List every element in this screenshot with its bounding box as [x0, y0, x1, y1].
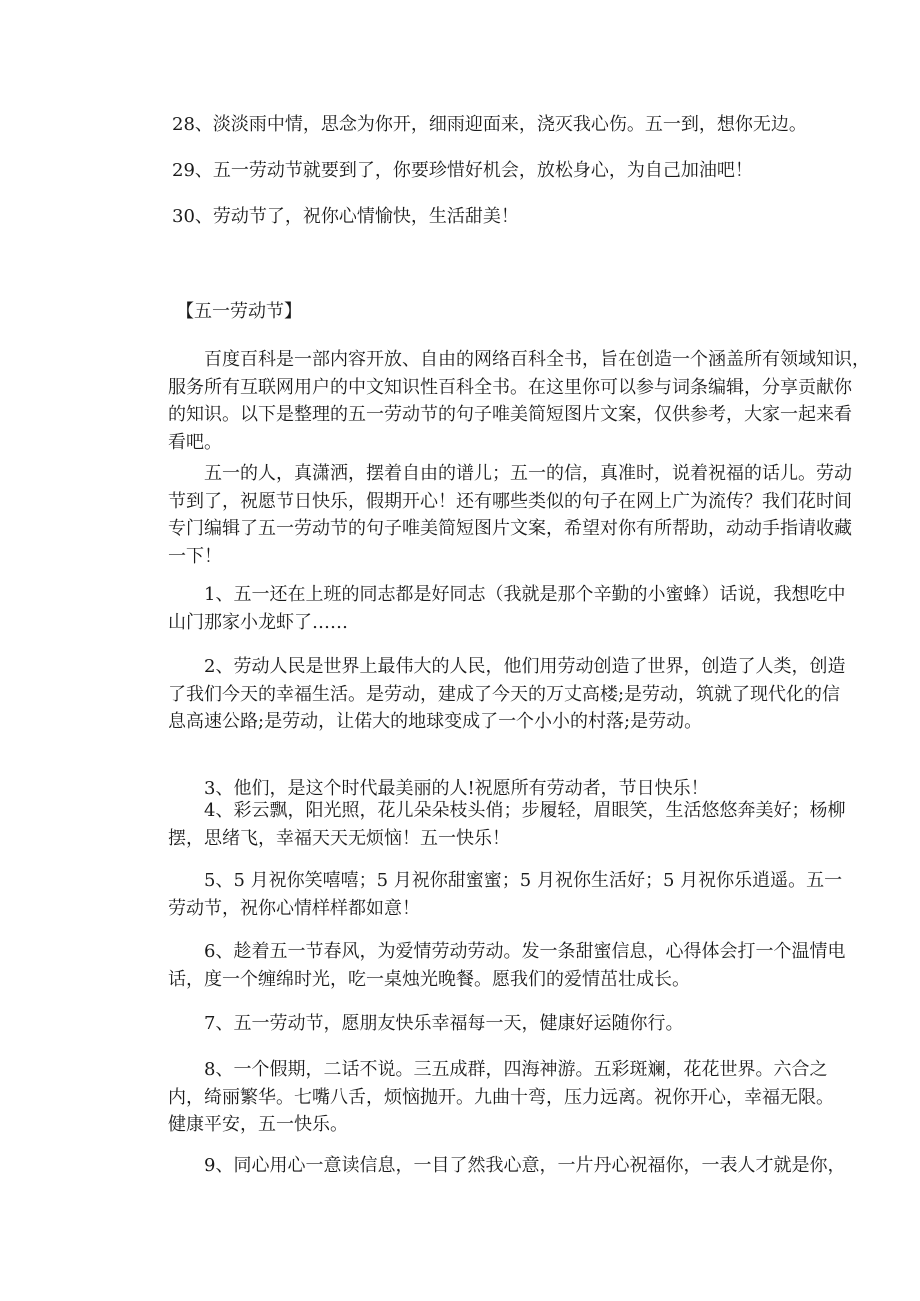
item-28: 28、淡淡雨中情，思念为你开，细雨迎面来，浇灭我心伤。五一到，想你无边。 — [172, 114, 807, 135]
section-heading: 【五一劳动节】 — [176, 301, 302, 322]
intro-paragraph-2 — [168, 460, 852, 570]
paragraph-line: 内，绮丽繁华。七嘴八舌，烦恼抛开。九曲十弯，压力远离。祝你开心，幸福无限。 — [168, 1086, 834, 1108]
list-item-5 — [168, 867, 843, 922]
list-item-9 — [168, 1152, 846, 1180]
paragraph-line: 劳动节，祝你心情样样都如意！ — [168, 897, 420, 919]
paragraph-line: 2、劳动人民是世界上最伟大的人民，他们用劳动创造了世界，创造了人类，创造 — [204, 656, 846, 677]
paragraph-line: 9、同心用心一意读信息，一目了然我心意，一片丹心祝福你，一表人才就是你， — [204, 1155, 846, 1176]
paragraph-line: 五一的人，真潇洒，摆着自由的谱儿；五一的信，真准时，说着祝福的话儿。劳动 — [204, 463, 852, 484]
paragraph-line: 息高速公路;是劳动，让偌大的地球变成了一个小小的村落;是劳动。 — [168, 711, 703, 732]
paragraph-line: 5、5 月祝你笑嘻嘻；5 月祝你甜蜜蜜；5 月祝你生活好；5 月祝你乐逍遥。五一 — [204, 870, 843, 891]
paragraph-line: 1、五一还在上班的同志都是好同志（我就是那个辛勤的小蜜蜂）话说，我想吃中 — [204, 584, 846, 605]
paragraph-line: 3、他们，是这个时代最美丽的人!祝愿所有劳动者，节日快乐！ — [204, 778, 709, 799]
list-item-7 — [168, 1010, 780, 1038]
paragraph-line: 专门编辑了五一劳动节的句子唯美简短图片文案，希望对你有所帮助，动动手指请收藏 — [168, 518, 852, 539]
paragraph-line: 摆，思绪飞，幸福天天无烦恼！五一快乐！ — [168, 827, 510, 849]
list-item-2 — [168, 653, 846, 736]
paragraph-line: 7、五一劳动节，愿朋友快乐幸福每一天，健康好运随你行。 — [204, 1013, 684, 1034]
paragraph-line: 健康平安，五一快乐。 — [168, 1114, 348, 1135]
paragraph-line: 百度百科是一部内容开放、自由的网络百科全书，旨在创造一个涵盖所有领域知识， — [204, 349, 870, 370]
paragraph-line: 8、一个假期，二话不说。三五成群，四海神游。五彩斑斓，花花世界。六合之 — [204, 1059, 828, 1080]
paragraph-line: 山门那家小龙虾了…… — [168, 611, 348, 633]
paragraph-line: 一下！ — [168, 545, 222, 567]
paragraph-line: 4、彩云飘，阳光照，花儿朵朵枝头俏；步履轻，眉眼笑，生活悠悠奔美好；杨柳 — [204, 800, 846, 821]
paragraph-line: 了我们今天的幸福生活。是劳动，建成了今天的万丈高楼;是劳动，筑就了现代化的信 — [168, 683, 841, 705]
intro-paragraph-1 — [168, 346, 870, 456]
list-item-6 — [168, 938, 846, 993]
list-item-4 — [168, 797, 846, 852]
item-29: 29、五一劳动节就要到了，你要珍惜好机会，放松身心，为自己加油吧！ — [172, 160, 753, 181]
list-item-8 — [168, 1056, 834, 1139]
paragraph-line: 6、趁着五一节春风，为爱情劳动劳动。发一条甜蜜信息，心得体会打一个温情电 — [204, 941, 846, 962]
paragraph-line: 的知识。以下是整理的五一劳动节的句子唯美简短图片文案，仅供参考，大家一起来看 — [168, 404, 852, 425]
list-item-1 — [168, 581, 846, 636]
paragraph-line: 服务所有互联网用户的中文知识性百科全书。在这里你可以参与词条编辑，分享贡献你 — [168, 376, 852, 398]
item-30: 30、劳动节了，祝你心情愉快，生活甜美！ — [172, 206, 519, 227]
paragraph-line: 话，度一个缠绵时光，吃一桌烛光晚餐。愿我们的爱情茁壮成长。 — [168, 968, 690, 990]
paragraph-line: 看吧。 — [168, 431, 222, 453]
paragraph-line: 节到了，祝愿节日快乐，假期开心！还有哪些类似的句子在网上广为流传？我们花时间 — [168, 490, 852, 512]
